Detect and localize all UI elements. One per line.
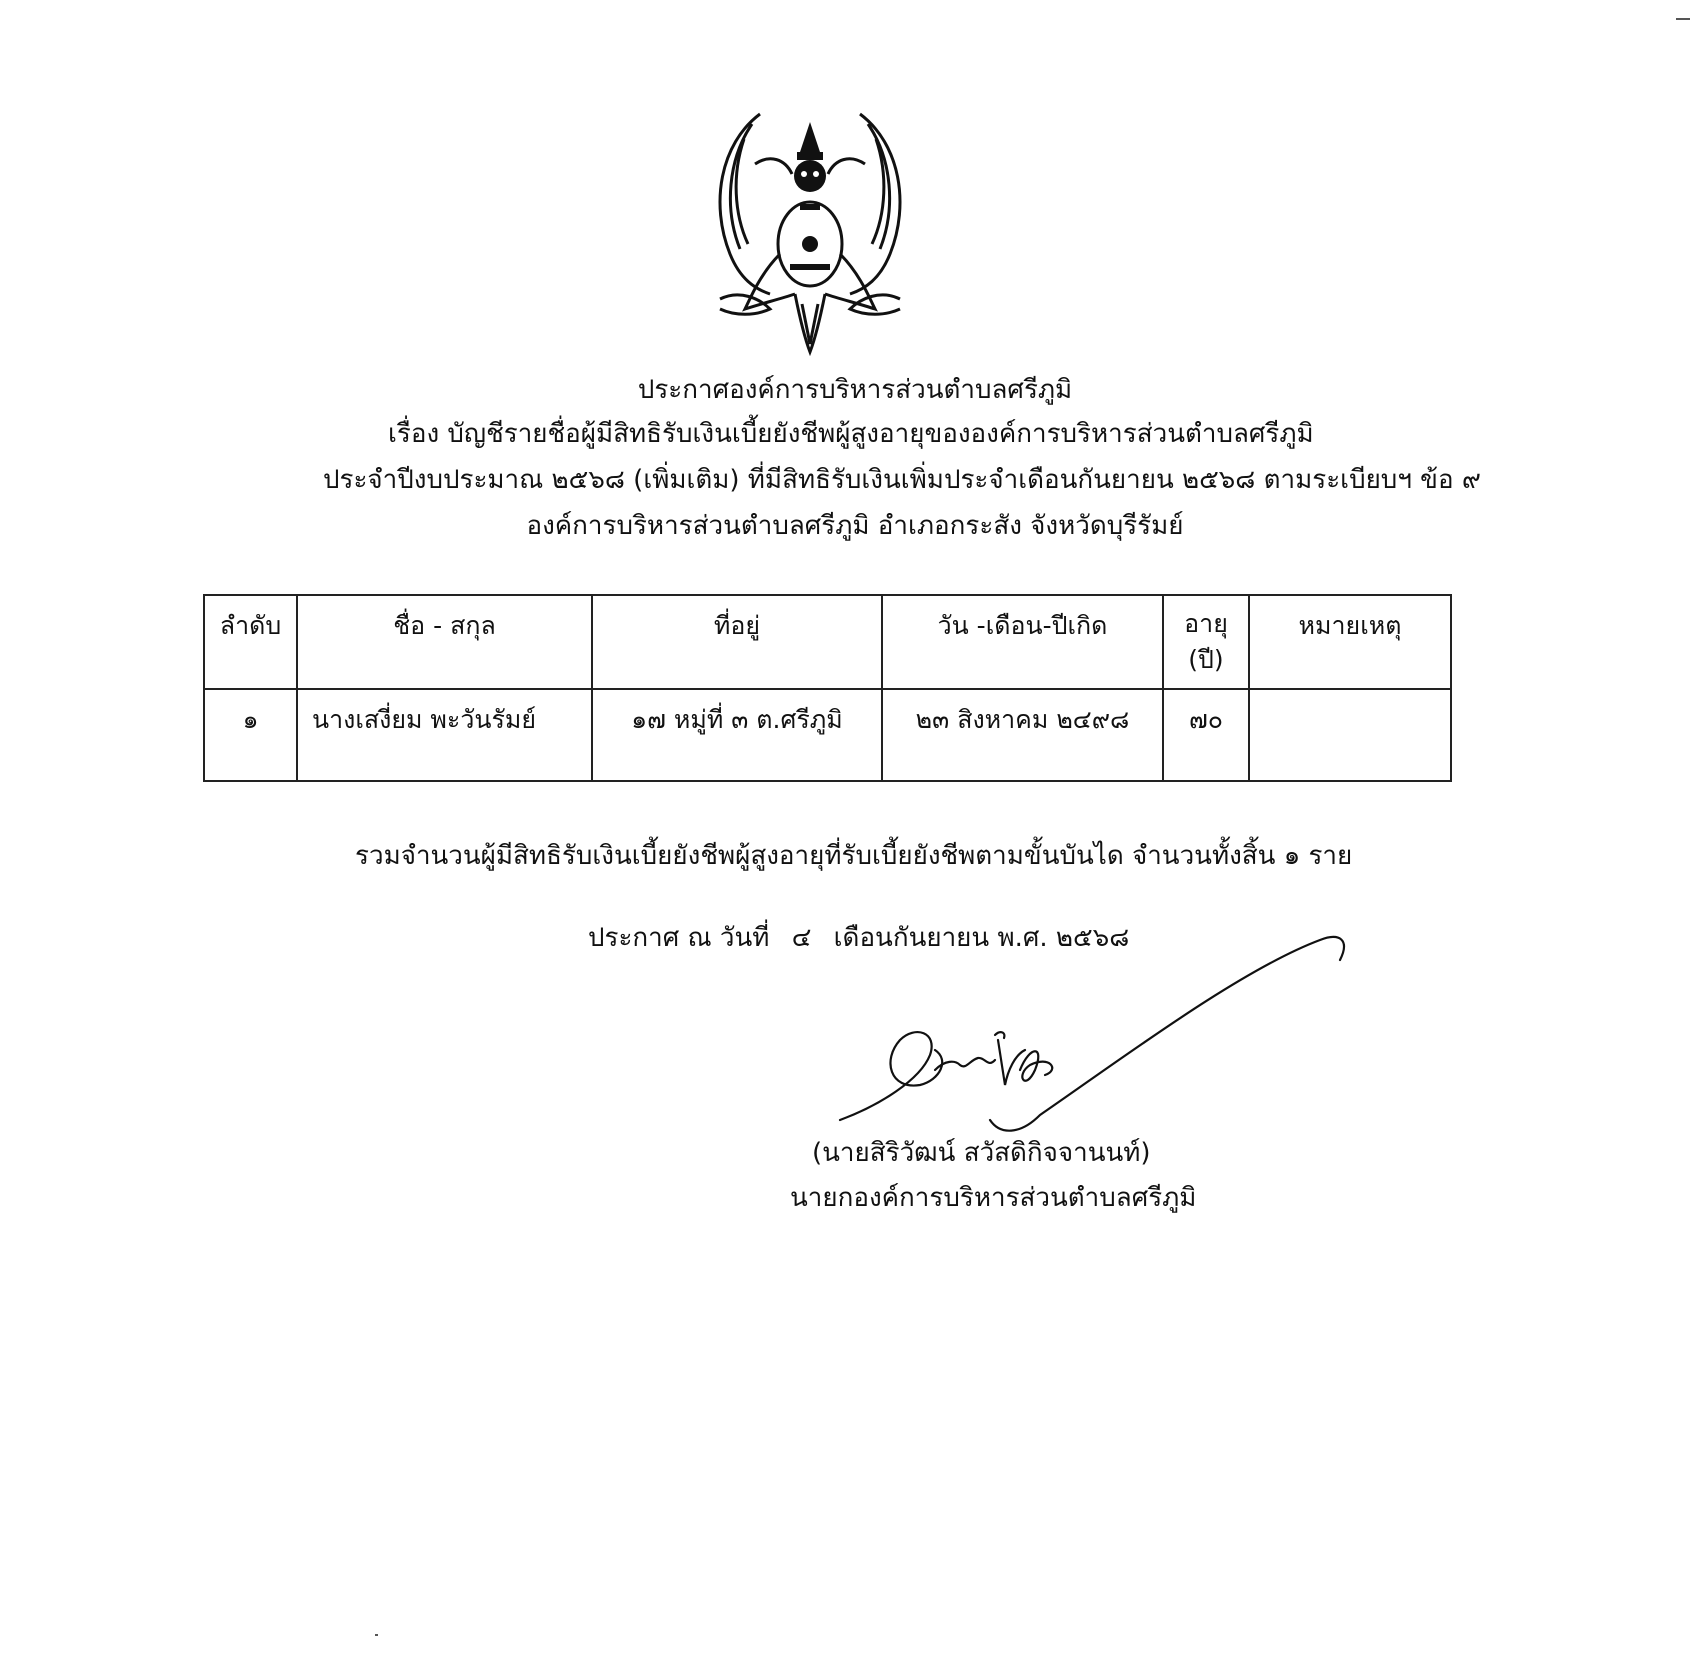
announcement-subject: เรื่อง บัญชีรายชื่อผู้มีสิทธิรับเงินเบี้ยยังชีพผู้สูงอายุขององค์การบริหารส่วนตำบลศรีภูมิ bbox=[388, 419, 1314, 449]
column-header-birthdate: วัน -เดือน-ปีเกิด bbox=[882, 595, 1163, 689]
cell-birthdate: ๒๓ สิงหาคม ๒๔๙๘ bbox=[882, 689, 1163, 781]
signer-name: (นายสิริวัฒน์ สวัสดิกิจจานนท์) bbox=[812, 1138, 1151, 1168]
announcement-date-suffix: เดือนกันยายน พ.ศ. ๒๕๖๘ bbox=[833, 923, 1130, 953]
announcement-date-prefix: ประกาศ ณ วันที่ bbox=[588, 923, 770, 953]
table-row bbox=[204, 689, 1451, 781]
table-header-row bbox=[204, 595, 1451, 689]
column-header-age bbox=[1163, 595, 1249, 689]
cell-order: ๑ bbox=[204, 689, 297, 781]
announcement-date-day: ๔ bbox=[791, 923, 812, 953]
column-header-order: ลำดับ bbox=[204, 595, 297, 689]
scan-speck bbox=[1676, 18, 1690, 20]
column-header-age-label: อายุ bbox=[1184, 609, 1228, 638]
handwritten-signature bbox=[820, 920, 1370, 1160]
organization-location: องค์การบริหารส่วนตำบลศรีภูมิ อำเภอกระสัง จังหวัดบุรีรัมย์ bbox=[526, 511, 1184, 541]
garuda-emblem-icon bbox=[700, 104, 920, 356]
signer-title: นายกองค์การบริหารส่วนตำบลศรีภูมิ bbox=[790, 1183, 1197, 1213]
announcement-title: ประกาศองค์การบริหารส่วนตำบลศรีภูมิ bbox=[637, 375, 1073, 405]
announcement-subject-detail: ประจำปีงบประมาณ ๒๕๖๘ (เพิ่มเติม) ที่มีสิทธิรับเงินเพิ่มประจำเดือนกันยายน ๒๕๖๘ ตามระเบียบฯ ข้อ ๙ bbox=[323, 465, 1481, 495]
cell-remark bbox=[1249, 689, 1451, 781]
beneficiary-table bbox=[203, 594, 1452, 782]
beneficiary-summary: รวมจำนวนผู้มีสิทธิรับเงินเบี้ยยังชีพผู้สูงอายุที่รับเบี้ยยังชีพตามขั้นบันได จำนวนทั้งสิ้น ๑ ราย bbox=[355, 841, 1353, 871]
column-header-age-unit: (ปี) bbox=[1188, 645, 1224, 674]
cell-age: ๗๐ bbox=[1163, 689, 1249, 781]
cell-address: ๑๗ หมู่ที่ ๓ ต.ศรีภูมิ bbox=[592, 689, 882, 781]
column-header-name: ชื่อ - สกุล bbox=[297, 595, 592, 689]
column-header-remark: หมายเหตุ bbox=[1249, 595, 1451, 689]
scan-speck bbox=[375, 1634, 378, 1636]
column-header-address: ที่อยู่ bbox=[592, 595, 882, 689]
cell-name: นางเสงี่ยม พะวันรัมย์ bbox=[297, 689, 592, 781]
